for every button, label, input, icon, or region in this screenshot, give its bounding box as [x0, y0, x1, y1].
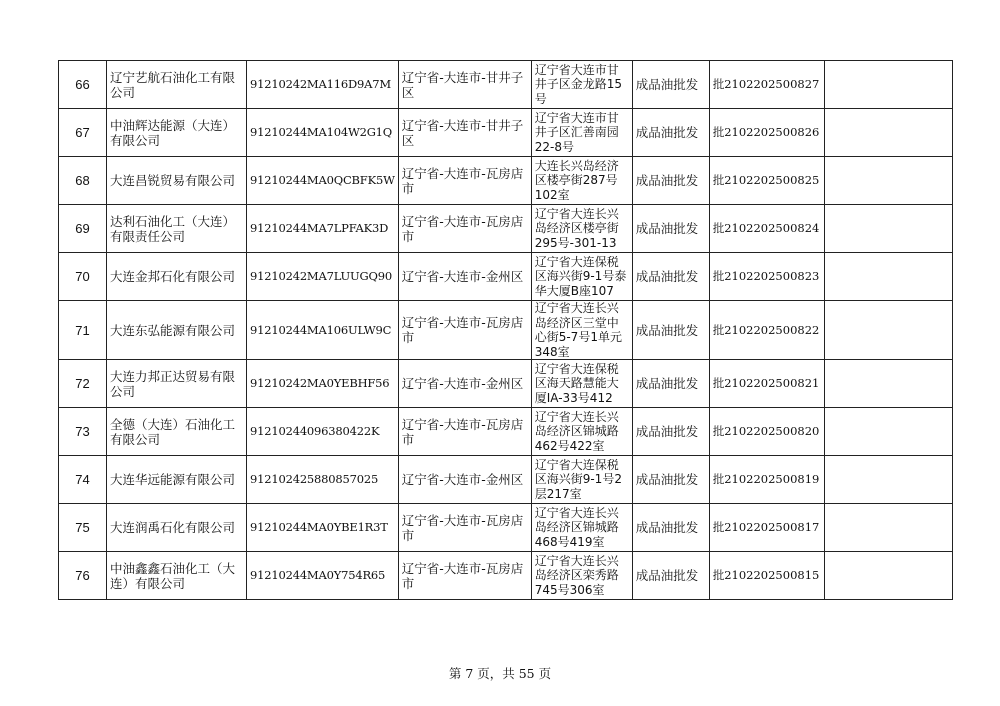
- business-scope: 成品油批发: [632, 157, 709, 205]
- license-number: 批2102202500820: [709, 408, 824, 456]
- company-name: 辽宁艺航石油化工有限公司: [107, 61, 247, 109]
- table-row: [59, 157, 953, 205]
- company-name: 大连力邦正达贸易有限公司: [107, 360, 247, 408]
- credit-code: 91210242MA7LUUGQ90: [247, 253, 399, 301]
- credit-code: 91210242MA116D9A7M: [247, 61, 399, 109]
- page-footer: 第 7 页，共 55 页: [448, 666, 552, 681]
- credit-code: 91210244MA106ULW9C: [247, 301, 399, 360]
- address: 辽宁省大连长兴岛经济区三堂中心街5-7号1单元348室: [531, 301, 632, 360]
- row-number: 71: [59, 301, 107, 360]
- table-row: [59, 456, 953, 504]
- business-scope: 成品油批发: [632, 205, 709, 253]
- region: 辽宁省-大连市-金州区: [398, 456, 531, 504]
- note-cell: [824, 360, 952, 408]
- note-cell: [824, 504, 952, 552]
- table-row: [59, 253, 953, 301]
- company-name: 中油鑫鑫石油化工（大连）有限公司: [107, 552, 247, 600]
- address: 辽宁省大连长兴岛经济区栾秀路745号306室: [531, 552, 632, 600]
- address: 辽宁省大连市甘井子区汇善南园22-8号: [531, 109, 632, 157]
- business-scope: 成品油批发: [632, 253, 709, 301]
- credit-code: 91210244MA104W2G1Q: [247, 109, 399, 157]
- license-number: 批2102202500825: [709, 157, 824, 205]
- row-number: 74: [59, 456, 107, 504]
- note-cell: [824, 552, 952, 600]
- address: 辽宁省大连长兴岛经济区锦城路462号422室: [531, 408, 632, 456]
- business-scope: 成品油批发: [632, 456, 709, 504]
- region: 辽宁省-大连市-甘井子区: [398, 109, 531, 157]
- region: 辽宁省-大连市-甘井子区: [398, 61, 531, 109]
- business-scope: 成品油批发: [632, 360, 709, 408]
- license-number: 批2102202500823: [709, 253, 824, 301]
- license-table: [58, 60, 953, 600]
- company-name: 大连东弘能源有限公司: [107, 301, 247, 360]
- region: 辽宁省-大连市-金州区: [398, 253, 531, 301]
- business-scope: 成品油批发: [632, 504, 709, 552]
- credit-code: 912102425880857025: [247, 456, 399, 504]
- table-row: [59, 504, 953, 552]
- company-name: 大连华远能源有限公司: [107, 456, 247, 504]
- license-number: 批2102202500815: [709, 552, 824, 600]
- table-row: [59, 360, 953, 408]
- address: 辽宁省大连保税区海天路慧能大厦IA-33号412: [531, 360, 632, 408]
- note-cell: [824, 61, 952, 109]
- credit-code: 91210244096380422K: [247, 408, 399, 456]
- business-scope: 成品油批发: [632, 552, 709, 600]
- business-scope: 成品油批发: [632, 61, 709, 109]
- table-row: [59, 205, 953, 253]
- note-cell: [824, 109, 952, 157]
- address: 辽宁省大连长兴岛经济区锦城路468号419室: [531, 504, 632, 552]
- company-name: 全德（大连）石油化工有限公司: [107, 408, 247, 456]
- company-name: 达利石油化工（大连）有限责任公司: [107, 205, 247, 253]
- note-cell: [824, 157, 952, 205]
- row-number: 67: [59, 109, 107, 157]
- note-cell: [824, 205, 952, 253]
- note-cell: [824, 253, 952, 301]
- company-name: 大连昌锐贸易有限公司: [107, 157, 247, 205]
- license-number: 批2102202500819: [709, 456, 824, 504]
- region: 辽宁省-大连市-瓦房店市: [398, 157, 531, 205]
- license-number: 批2102202500824: [709, 205, 824, 253]
- credit-code: 91210244MA0YBE1R3T: [247, 504, 399, 552]
- table-row: [59, 109, 953, 157]
- credit-code: 91210242MA0YEBHF56: [247, 360, 399, 408]
- note-cell: [824, 408, 952, 456]
- row-number: 69: [59, 205, 107, 253]
- company-name: 大连金邦石化有限公司: [107, 253, 247, 301]
- license-number: 批2102202500822: [709, 301, 824, 360]
- license-number: 批2102202500817: [709, 504, 824, 552]
- region: 辽宁省-大连市-金州区: [398, 360, 531, 408]
- region: 辽宁省-大连市-瓦房店市: [398, 552, 531, 600]
- business-scope: 成品油批发: [632, 408, 709, 456]
- region: 辽宁省-大连市-瓦房店市: [398, 504, 531, 552]
- credit-code: 91210244MA7LPFAK3D: [247, 205, 399, 253]
- note-cell: [824, 456, 952, 504]
- credit-code: 91210244MA0QCBFK5W: [247, 157, 399, 205]
- address: 辽宁省大连保税区海兴街9-1号泰华大厦B座107: [531, 253, 632, 301]
- region: 辽宁省-大连市-瓦房店市: [398, 205, 531, 253]
- row-number: 75: [59, 504, 107, 552]
- license-number: 批2102202500826: [709, 109, 824, 157]
- region: 辽宁省-大连市-瓦房店市: [398, 301, 531, 360]
- table-row: [59, 301, 953, 360]
- row-number: 66: [59, 61, 107, 109]
- company-name: 大连润禹石化有限公司: [107, 504, 247, 552]
- credit-code: 91210244MA0Y754R65: [247, 552, 399, 600]
- row-number: 72: [59, 360, 107, 408]
- row-number: 70: [59, 253, 107, 301]
- row-number: 68: [59, 157, 107, 205]
- region: 辽宁省-大连市-瓦房店市: [398, 408, 531, 456]
- table-row: [59, 408, 953, 456]
- address: 辽宁省大连长兴岛经济区楼亭街295号-301-13: [531, 205, 632, 253]
- company-name: 中油辉达能源（大连）有限公司: [107, 109, 247, 157]
- table-row: [59, 61, 953, 109]
- address: 辽宁省大连保税区海兴街9-1号2层217室: [531, 456, 632, 504]
- row-number: 73: [59, 408, 107, 456]
- business-scope: 成品油批发: [632, 301, 709, 360]
- note-cell: [824, 301, 952, 360]
- address: 辽宁省大连市甘井子区金龙路15号: [531, 61, 632, 109]
- address: 大连长兴岛经济区楼亭街287号102室: [531, 157, 632, 205]
- license-number: 批2102202500821: [709, 360, 824, 408]
- business-scope: 成品油批发: [632, 109, 709, 157]
- license-number: 批2102202500827: [709, 61, 824, 109]
- row-number: 76: [59, 552, 107, 600]
- table-row: [59, 552, 953, 600]
